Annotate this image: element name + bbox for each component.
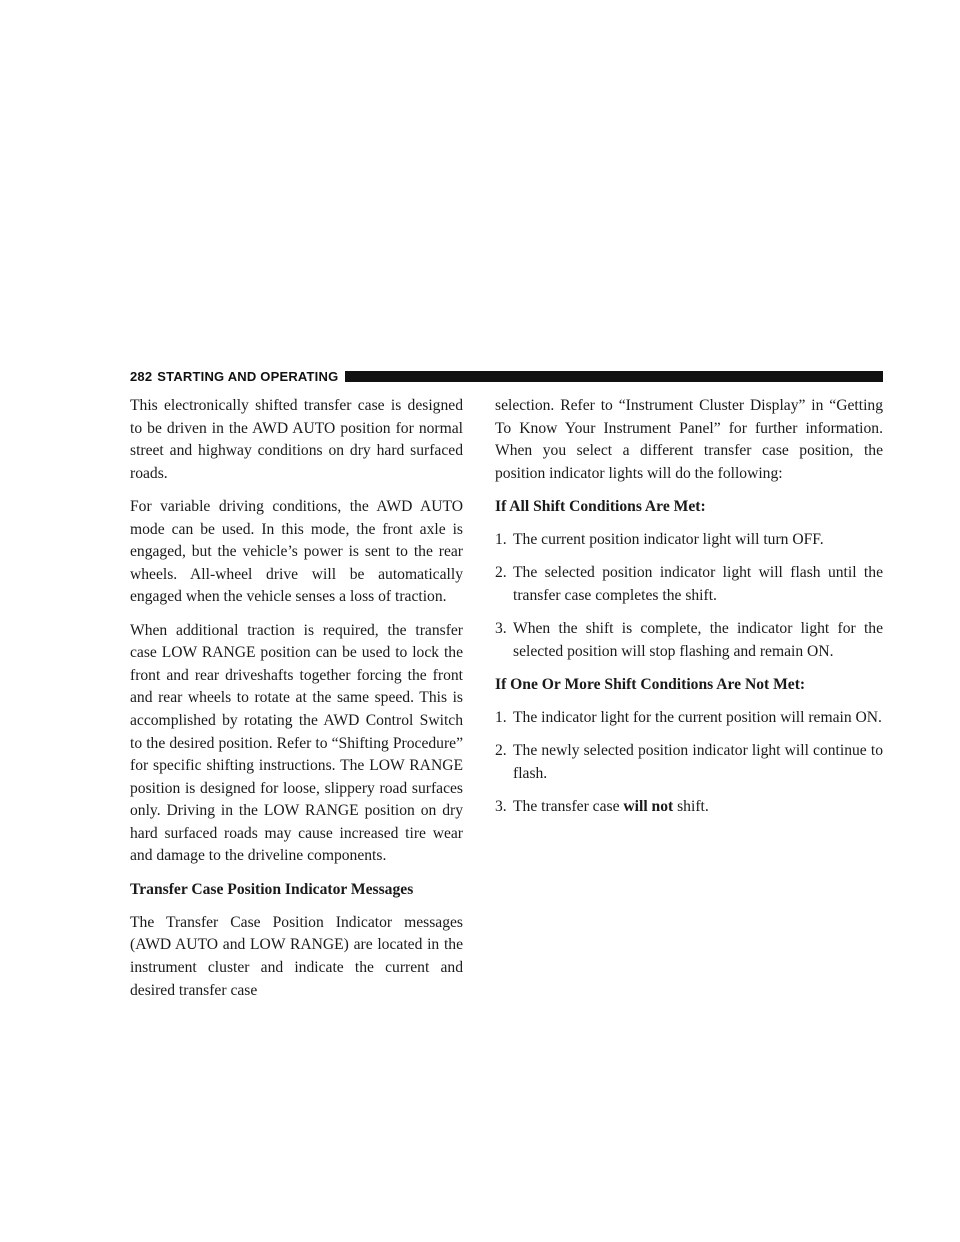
- list-item: 3. When the shift is complete, the indicator light for the selected position will stop flashing and remain ON.: [495, 620, 883, 660]
- steps-list-all-met: [495, 529, 883, 663]
- paragraph: selection. Refer to “Instrument Cluster Display” in “Getting To Know Your Instrument Panel” for further information. When you select a different transfer case position, the position indicator lights will do the following:: [495, 397, 883, 482]
- page-header: [130, 368, 883, 384]
- steps-list-not-met: [495, 707, 883, 819]
- list-item: 3. The transfer case will not shift.: [495, 798, 709, 816]
- page-number: 282: [130, 368, 153, 384]
- list-item: 1. The current position indicator light will turn OFF.: [495, 531, 824, 549]
- list-item: 2. The selected position indicator light will flash until the transfer case completes the shift.: [495, 564, 883, 604]
- paragraph: The Transfer Case Position Indicator messages (AWD AUTO and LOW RANGE) are located in the instrument cluster and indicate the current and desired transfer case: [130, 913, 463, 999]
- paragraph: This electronically shifted transfer case is designed to be driven in the AWD AUTO position for normal street and highway conditions on dry hard surfaced roads.: [130, 397, 463, 482]
- subheading: If One Or More Shift Conditions Are Not Met:: [495, 675, 806, 693]
- section-title: STARTING AND OPERATING: [157, 368, 339, 384]
- left-column: [130, 395, 463, 1013]
- header-rule: [345, 371, 883, 382]
- section-heading: Transfer Case Position Indicator Messages: [130, 880, 414, 898]
- right-column: [495, 395, 883, 829]
- subheading: If All Shift Conditions Are Met:: [495, 497, 706, 515]
- paragraph: For variable driving conditions, the AWD AUTO mode can be used. In this mode, the front axle is engaged, but the vehicle’s power is sent to the rear wheels. All-wheel drive will be automatically engaged when the vehicle senses a loss of traction.: [130, 497, 463, 606]
- paragraph: When additional traction is required, the transfer case LOW RANGE position can be used to lock the front and rear driveshafts together forcing the front and rear wheels to rotate at the same speed. This is accomplished by rotating the AWD Control Switch to the desired position. Refer to “Shifting Procedure” for specific shifting instructions. The LOW RANGE position is designed for loose, slippery road surfaces only. Driving in the LOW RANGE position on dry hard surfaced roads may cause increased tire wear and damage to the driveline components.: [130, 621, 463, 865]
- list-item: 1. The indicator light for the current position will remain ON.: [495, 709, 882, 727]
- list-item: 2. The newly selected position indicator light will continue to flash.: [495, 742, 883, 782]
